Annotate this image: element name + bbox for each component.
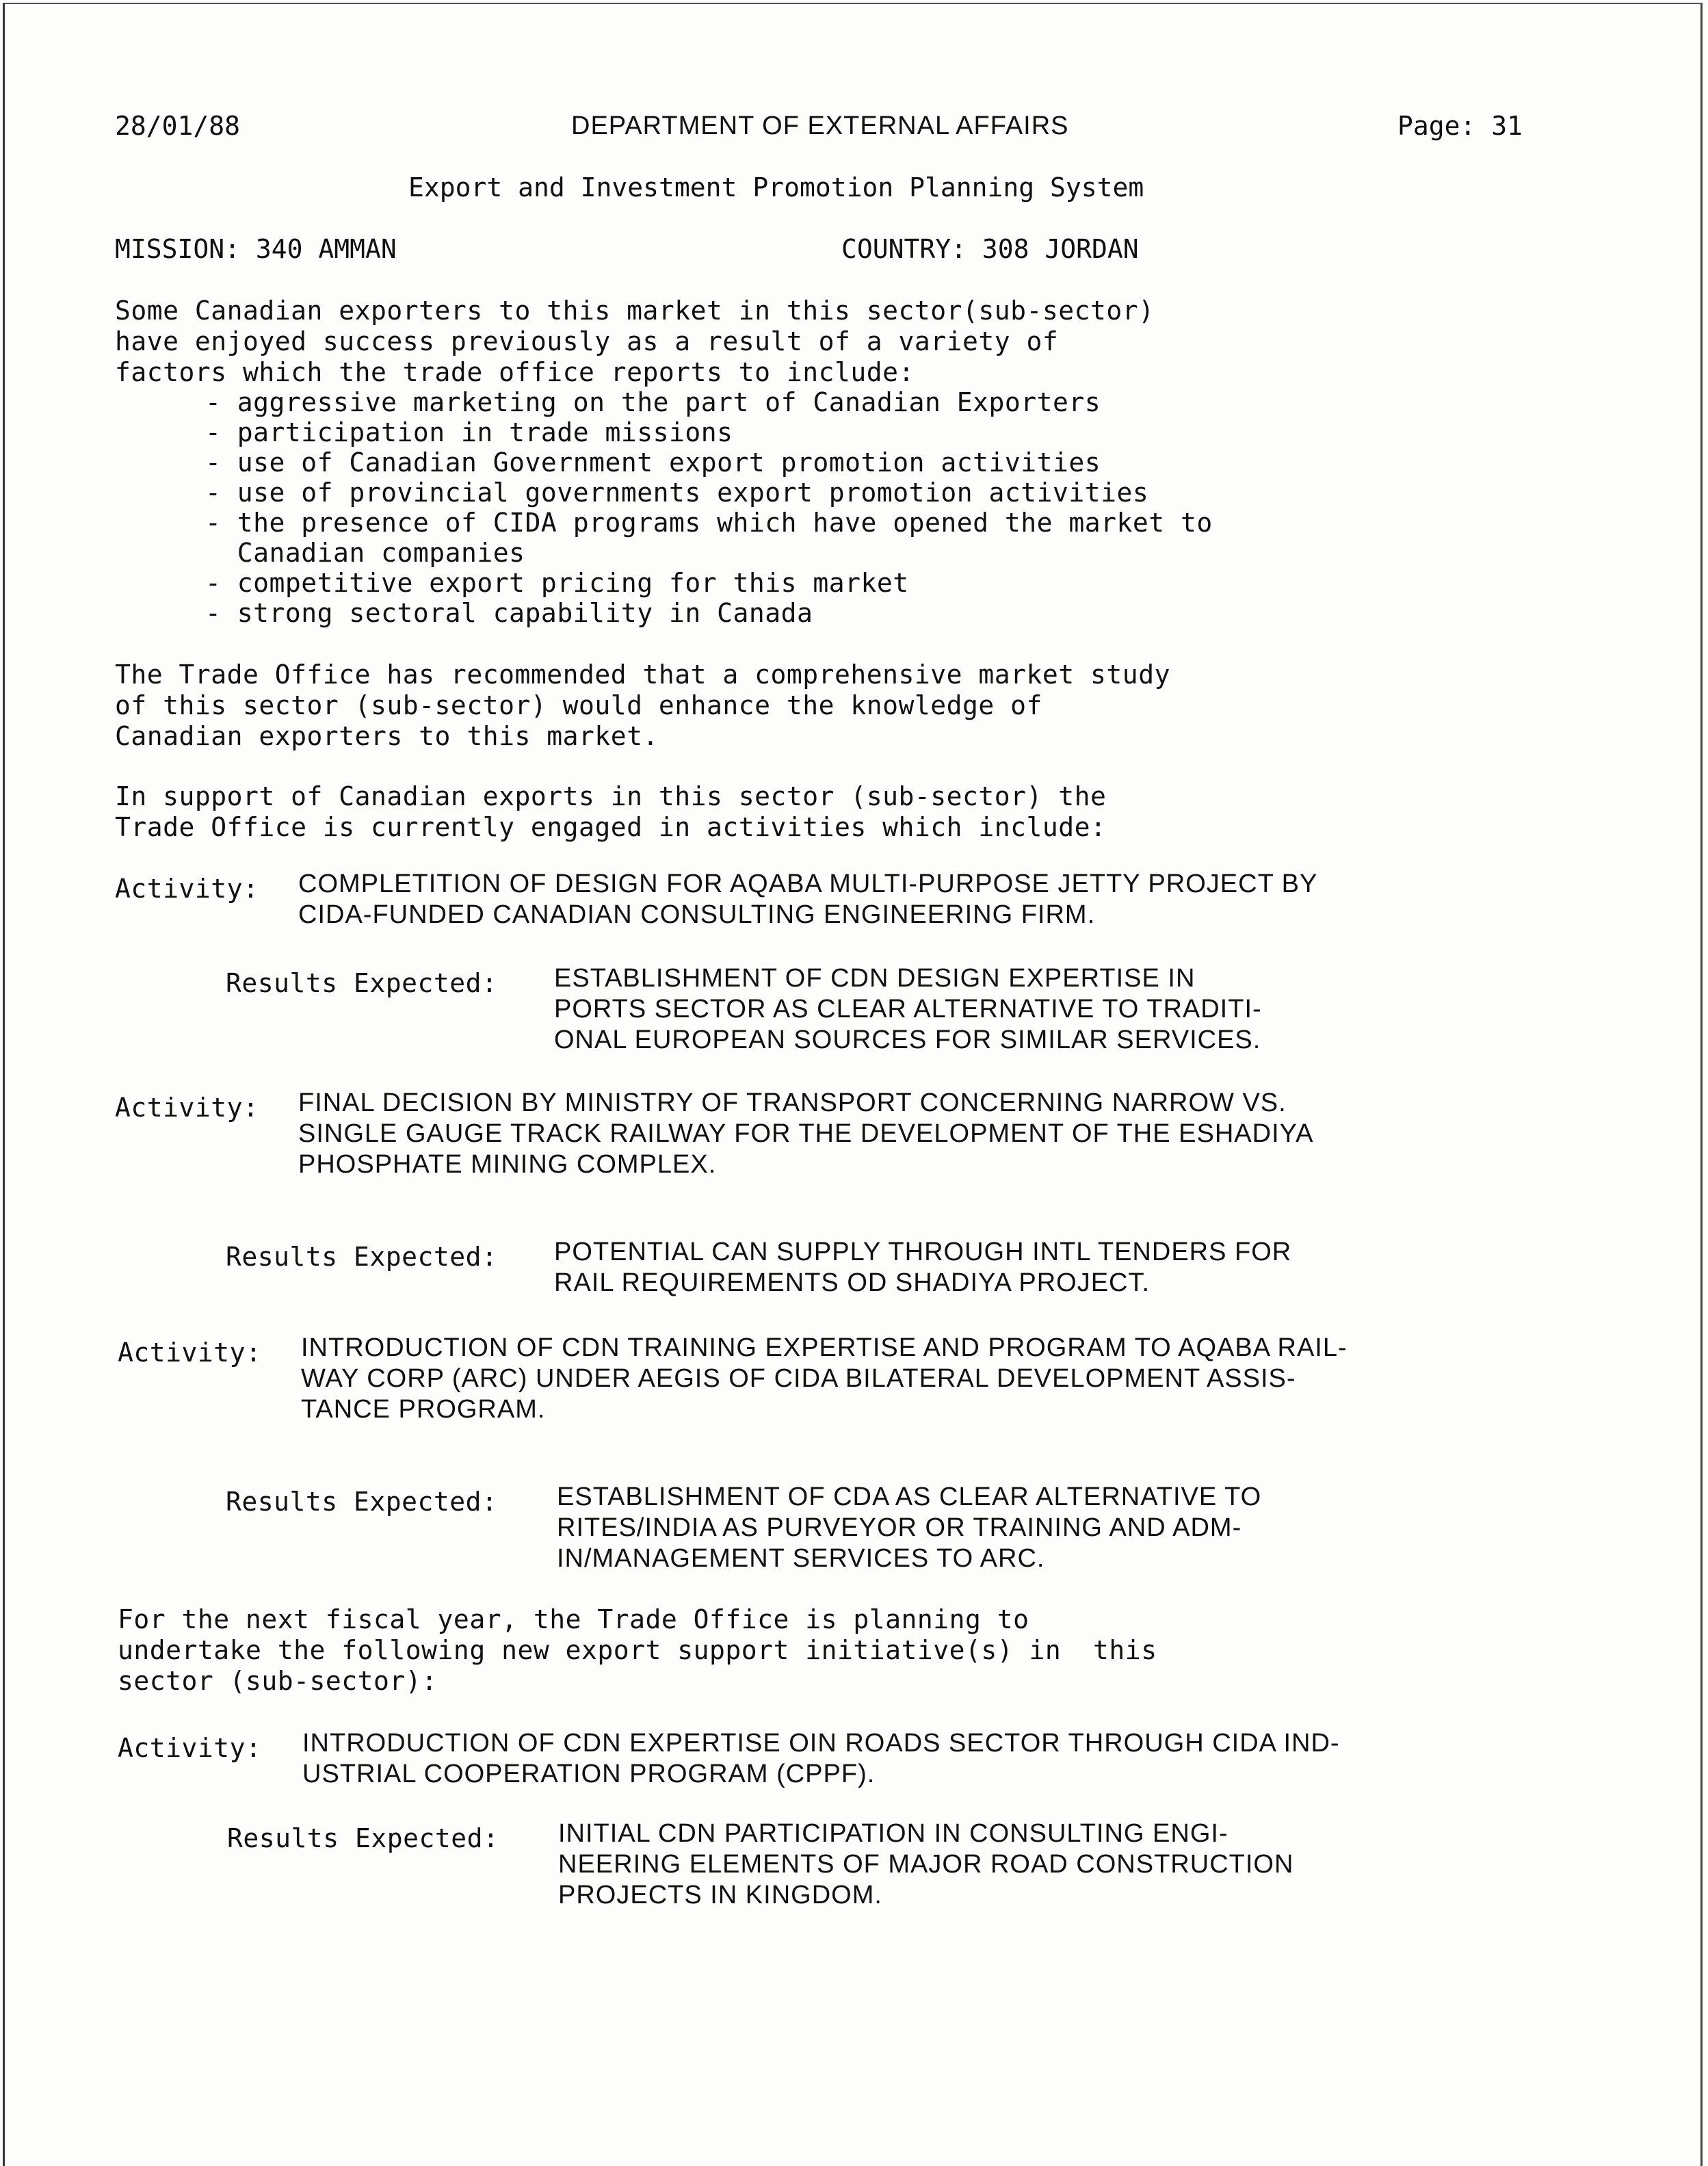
success-factor-item: Canadian companies: [205, 538, 525, 568]
next-year-line: For the next fiscal year, the Trade Office is planning to: [118, 1604, 1029, 1634]
results-label: Results Expected:: [226, 1242, 498, 1272]
intro-line: have enjoyed success previously as a result of a variety of: [115, 326, 1059, 356]
activity-label: Activity:: [115, 874, 259, 904]
results-text: RAIL REQUIREMENTS OD SHADIYA PROJECT.: [554, 1268, 1151, 1297]
study-line: The Trade Office has recommended that a comprehensive market study: [115, 660, 1170, 690]
activity-label: Activity:: [118, 1733, 262, 1763]
activity-text: INTRODUCTION OF CDN TRAINING EXPERTISE AND PROGRAM TO AQABA RAIL-: [301, 1333, 1348, 1362]
activity-text: WAY CORP (ARC) UNDER AEGIS OF CIDA BILATERAL DEVELOPMENT ASSIS-: [301, 1364, 1296, 1393]
report-date: 28/01/88: [115, 111, 241, 141]
activity-text: CIDA-FUNDED CANADIAN CONSULTING ENGINEERING FIRM.: [298, 900, 1096, 929]
activity-text: USTRIAL COOPERATION PROGRAM (CPPF).: [302, 1760, 876, 1788]
intro-line: Some Canadian exporters to this market in this sector(sub-sector): [115, 296, 1155, 326]
activity-text: FINAL DECISION BY MINISTRY OF TRANSPORT CONCERNING NARROW VS.: [298, 1088, 1287, 1117]
activity-text: TANCE PROGRAM.: [301, 1395, 546, 1424]
next-year-line: undertake the following new export support initiative(s) in this: [118, 1635, 1157, 1665]
intro-line: factors which the trade office reports to include:: [115, 357, 915, 387]
results-label: Results Expected:: [226, 1487, 498, 1517]
results-text: IN/MANAGEMENT SERVICES TO ARC.: [557, 1544, 1045, 1573]
success-factor-item: - aggressive marketing on the part of Canadian Exporters: [205, 387, 1101, 417]
results-text: ONAL EUROPEAN SOURCES FOR SIMILAR SERVICES.: [554, 1026, 1261, 1054]
results-text: ESTABLISHMENT OF CDN DESIGN EXPERTISE IN: [554, 964, 1196, 993]
success-factor-item: - use of Canadian Government export promotion activities: [205, 447, 1101, 478]
results-text: ESTABLISHMENT OF CDA AS CLEAR ALTERNATIVE TO: [557, 1483, 1262, 1511]
activity-text: PHOSPHATE MINING COMPLEX.: [298, 1150, 717, 1179]
study-line: of this sector (sub-sector) would enhance the knowledge of: [115, 690, 1042, 720]
success-factor-item: - the presence of CIDA programs which have opened the market to: [205, 508, 1213, 538]
country-label: COUNTRY: 308 JORDAN: [841, 234, 1139, 264]
results-text: INITIAL CDN PARTICIPATION IN CONSULTING ENGI-: [558, 1819, 1229, 1848]
success-factor-item: - participation in trade missions: [205, 417, 733, 447]
page-number: Page: 31: [1397, 111, 1523, 141]
results-text: POTENTIAL CAN SUPPLY THROUGH INTL TENDERS FOR: [554, 1238, 1292, 1266]
results-text: PORTS SECTOR AS CLEAR ALTERNATIVE TO TRADITI-: [554, 995, 1262, 1023]
activity-text: COMPLETITION OF DESIGN FOR AQABA MULTI-PURPOSE JETTY PROJECT BY: [298, 870, 1318, 898]
activity-label: Activity:: [118, 1338, 262, 1368]
support-line: Trade Office is currently engaged in activities which include:: [115, 812, 1107, 842]
system-title: Export and Investment Promotion Planning System: [408, 172, 1144, 203]
mission-label: MISSION: 340 AMMAN: [115, 234, 397, 264]
results-text: NEERING ELEMENTS OF MAJOR ROAD CONSTRUCTION: [558, 1850, 1294, 1879]
results-text: RITES/INDIA AS PURVEYOR OR TRAINING AND ADM-: [557, 1513, 1242, 1542]
support-line: In support of Canadian exports in this sector (sub-sector) the: [115, 781, 1107, 811]
results-text: PROJECTS IN KINGDOM.: [558, 1881, 882, 1909]
results-label: Results Expected:: [226, 968, 498, 998]
department-title: DEPARTMENT OF EXTERNAL AFFAIRS: [571, 112, 1069, 140]
success-factor-item: - use of provincial governments export promotion activities: [205, 478, 1149, 508]
activity-text: INTRODUCTION OF CDN EXPERTISE OIN ROADS SECTOR THROUGH CIDA IND-: [302, 1729, 1340, 1758]
activity-label: Activity:: [115, 1093, 259, 1123]
study-line: Canadian exporters to this market.: [115, 721, 659, 751]
next-year-line: sector (sub-sector):: [118, 1666, 438, 1696]
success-factor-item: - competitive export pricing for this market: [205, 568, 909, 598]
success-factor-item: - strong sectoral capability in Canada: [205, 598, 813, 628]
results-label: Results Expected:: [227, 1823, 499, 1853]
activity-text: SINGLE GAUGE TRACK RAILWAY FOR THE DEVELOPMENT OF THE ESHADIYA: [298, 1119, 1314, 1148]
